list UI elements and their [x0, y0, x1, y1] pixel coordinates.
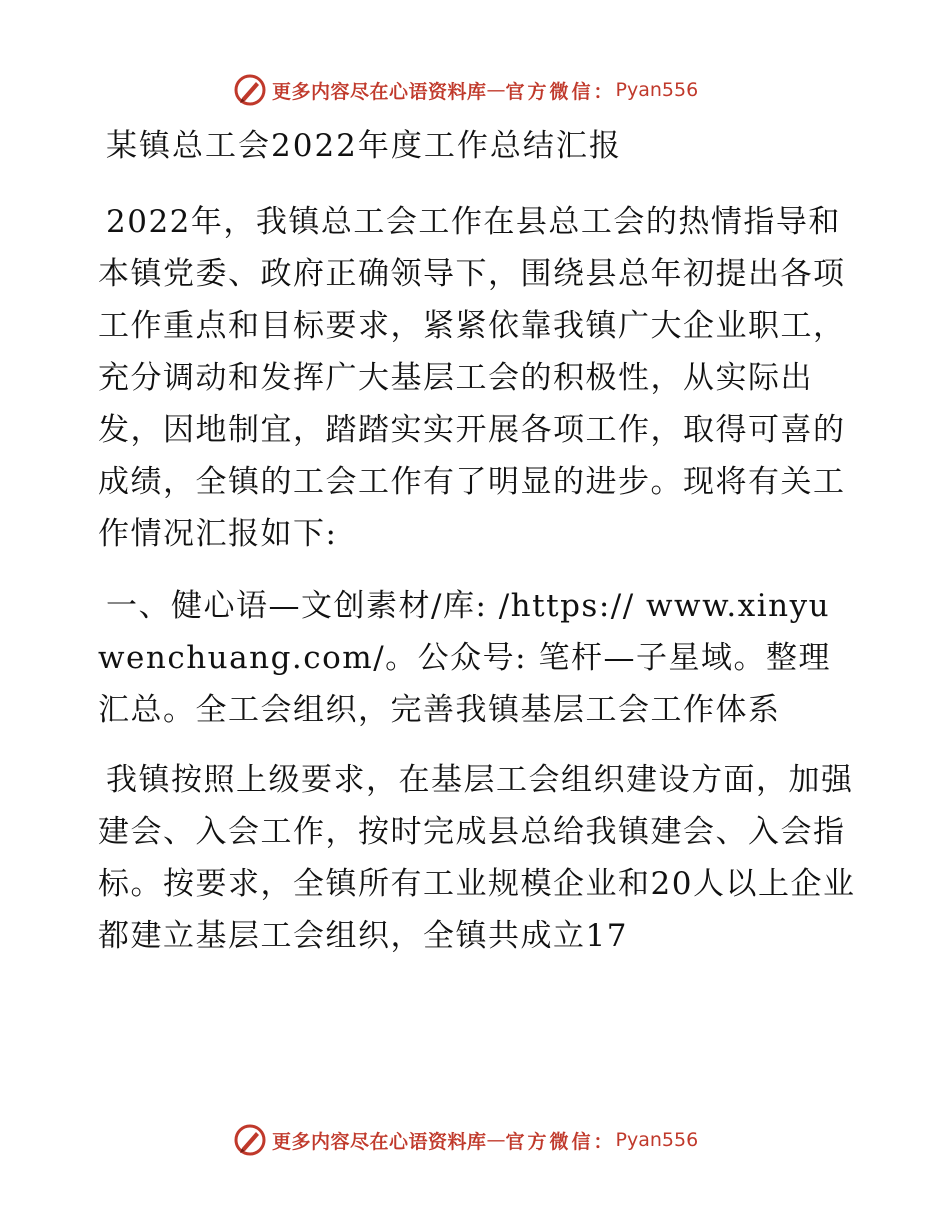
- pen-logo-icon: [232, 72, 268, 108]
- paragraph-intro: 2022年，我镇总工会工作在县总工会的热情指导和本镇党委、政府正确领导下，围绕县总年初提出各项工作重点和目标要求，紧紧依靠我镇广大企业职工，充分调动和发挥广大基层工会的积极性，从实际出发，因地制宜，踏踏实实开展各项工作，取得可喜的成绩，全镇的工会工作有了明显的进步。现将有关工作情况汇报如下:: [98, 204, 846, 552]
- watermark-official-label: 官方微信：: [505, 80, 616, 103]
- document-title: 某镇总工会2022年度工作总结汇报: [106, 128, 622, 164]
- watermark-dash: —: [486, 79, 506, 101]
- watermark-text: 更多内容尽在心语资料库: [272, 1130, 487, 1153]
- watermark-wechat-id: Pyan556: [615, 79, 699, 101]
- footer-watermark: [232, 1120, 698, 1160]
- watermark-text: 更多内容尽在心语资料库: [272, 80, 487, 103]
- header-watermark: [232, 70, 698, 110]
- watermark-dash: —: [486, 1129, 506, 1151]
- watermark-wechat-id: Pyan556: [615, 1129, 699, 1151]
- paragraph-section-one: 一、健心语—文创素材/库: /https:// www.xinyuwenchuang.com/。公众号: 笔杆—子星域。整理汇总。全工会组织，完善我镇基层工会工作体系: [98, 588, 831, 728]
- paragraph-organization: 我镇按照上级要求，在基层工会组织建设方面，加强建会、入会工作，按时完成县总给我镇建会、入会指标。按要求，全镇所有工业规模企业和20人以上企业都建立基层工会组织，全镇共成立17: [98, 762, 856, 954]
- document-body: [98, 122, 858, 962]
- pen-logo-icon: [232, 1122, 268, 1158]
- watermark-official-label: 官方微信：: [505, 1130, 616, 1153]
